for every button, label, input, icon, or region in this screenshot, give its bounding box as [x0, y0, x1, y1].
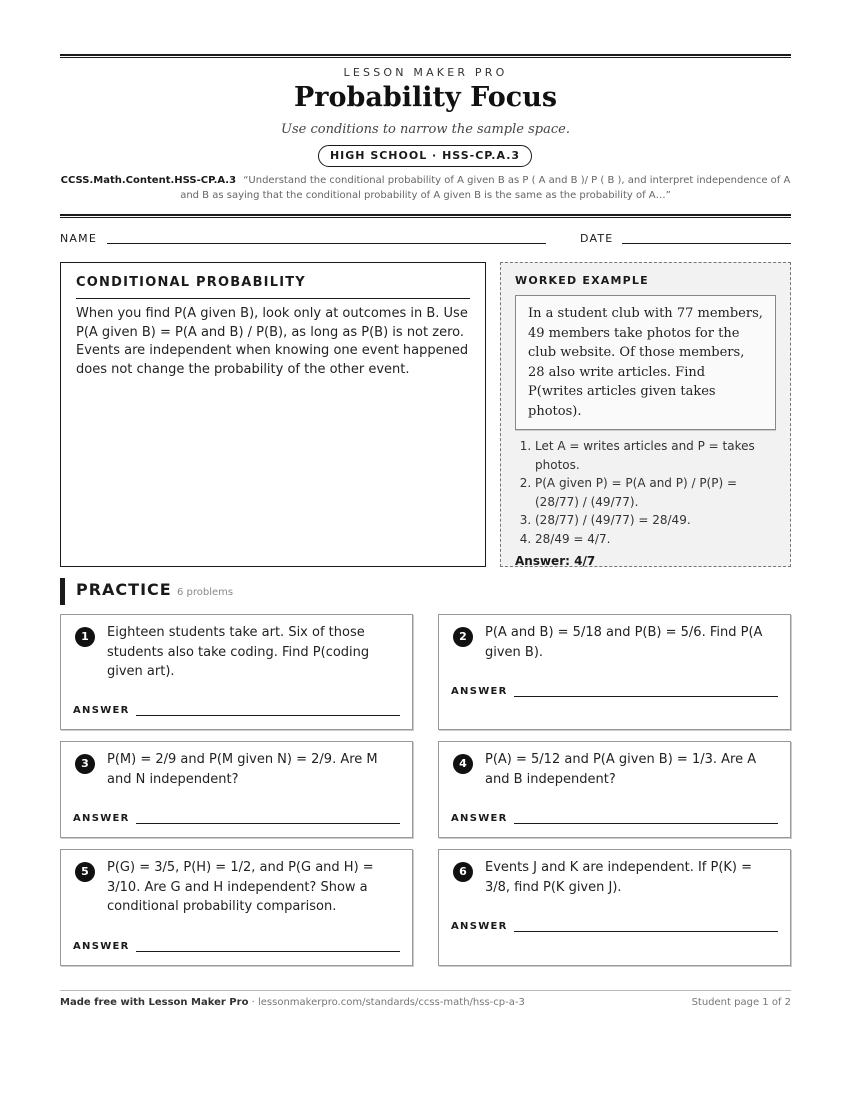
- worksheet-page: [60, 0, 791, 1100]
- answer-label: ANSWER: [451, 813, 508, 824]
- concept-body: When you find P(A given B), look only at outcomes in B. Use P(A given B) = P(A and B) / P(B), as long as P(B) is not zero. Events are independent when knowing one event happened does not change the probability of the other event.: [76, 306, 469, 377]
- problem-text: P(G) = 3/5, P(H) = 1/2, and P(G and H) = 3/10. Are G and H independent? Show a conditional probability comparison.: [107, 860, 374, 914]
- problem-card-5: [60, 849, 413, 966]
- problem-card-1: [60, 614, 413, 730]
- answer-field[interactable]: [136, 951, 400, 952]
- answer-field[interactable]: [136, 823, 400, 824]
- problem-number-badge: 1: [75, 627, 95, 647]
- brand-name: LESSON MAKER PRO: [343, 66, 508, 79]
- problem-number-badge: 4: [453, 754, 473, 774]
- answer-field[interactable]: [514, 823, 778, 824]
- footer-page-label: Student page 1 of 2: [691, 997, 791, 1008]
- footer-url[interactable]: lessonmakerpro.com/standards/ccss-math/hss-cp-a-3: [257, 997, 525, 1008]
- footer-separator: ·: [248, 997, 258, 1008]
- problem-text: P(A) = 5/12 and P(A given B) = 1/3. Are A and B independent?: [485, 752, 757, 787]
- worked-example-problem: In a student club with 77 members, 49 members take photos for the club website. Of those members, 28 also write articles. Find P(writes articles given takes photos).: [515, 295, 776, 430]
- problem-text: P(A and B) = 5/18 and P(B) = 5/6. Find P(A given B).: [485, 625, 763, 660]
- date-label: DATE: [580, 232, 614, 245]
- problem-card-2: [438, 614, 791, 730]
- header-bottom-rule: [60, 214, 791, 218]
- problem-card-6: [438, 849, 791, 966]
- concept-panel: [60, 262, 486, 567]
- worked-example-step: 1. Let A = writes articles and P = takes photos.: [535, 437, 776, 474]
- answer-field[interactable]: [514, 696, 778, 697]
- answer-label: ANSWER: [73, 813, 130, 824]
- footer-divider: [60, 990, 791, 991]
- concept-divider: [76, 298, 470, 299]
- answer-label: ANSWER: [451, 921, 508, 932]
- worked-example-answer: Answer: 4/7: [515, 554, 596, 568]
- worked-example-step: 3. (28/77) / (49/77) = 28/49.: [535, 511, 776, 530]
- problem-card-3: [60, 741, 413, 838]
- level-badge: HIGH SCHOOL · HSS-CP.A.3: [318, 145, 532, 167]
- problem-text: Events J and K are independent. If P(K) = 3/8, find P(K given J).: [485, 860, 753, 895]
- answer-label: ANSWER: [73, 705, 130, 716]
- practice-accent-bar: [60, 578, 65, 605]
- footer-credit: [60, 997, 525, 1008]
- worked-example-heading: WORKED EXAMPLE: [515, 274, 649, 287]
- worked-example-steps: [515, 437, 776, 548]
- problem-text: P(M) = 2/9 and P(M given N) = 2/9. Are M and N independent?: [107, 752, 378, 787]
- page-subtitle: Use conditions to narrow the sample space.: [281, 122, 570, 137]
- worked-example-panel: [500, 262, 791, 567]
- problem-text: Eighteen students take art. Six of those students also take coding. Find P(coding given art).: [107, 625, 370, 679]
- standard-text: “Understand the conditional probability of A given B as P ( A and B )/ P ( B ), and interpret independence of A and B as saying that the conditional probability of A given B is the same as the probability of A…”: [180, 175, 791, 201]
- answer-label: ANSWER: [73, 941, 130, 952]
- answer-field[interactable]: [136, 715, 400, 716]
- header-top-rule: [60, 54, 791, 58]
- concept-heading: CONDITIONAL PROBABILITY: [76, 275, 306, 290]
- standard-code: CCSS.Math.Content.HSS-CP.A.3: [60, 175, 237, 186]
- practice-heading: PRACTICE: [76, 580, 172, 599]
- answer-field[interactable]: [514, 931, 778, 932]
- answer-label: ANSWER: [451, 686, 508, 697]
- name-label: NAME: [60, 232, 97, 245]
- problem-number-badge: 3: [75, 754, 95, 774]
- practice-count: 6 problems: [177, 587, 234, 598]
- name-field[interactable]: [107, 243, 546, 244]
- page-title: Probability Focus: [293, 82, 558, 113]
- date-field[interactable]: [622, 243, 791, 244]
- standard-description: [60, 173, 791, 203]
- worked-example-step: 2. P(A given P) = P(A and P) / P(P) = (28/77) / (49/77).: [535, 474, 776, 511]
- problem-number-badge: 5: [75, 862, 95, 882]
- problem-card-4: [438, 741, 791, 838]
- footer-made-with: Made free with Lesson Maker Pro: [60, 997, 249, 1008]
- worked-example-step: 4. 28/49 = 4/7.: [535, 530, 776, 549]
- problem-number-badge: 2: [453, 627, 473, 647]
- problem-number-badge: 6: [453, 862, 473, 882]
